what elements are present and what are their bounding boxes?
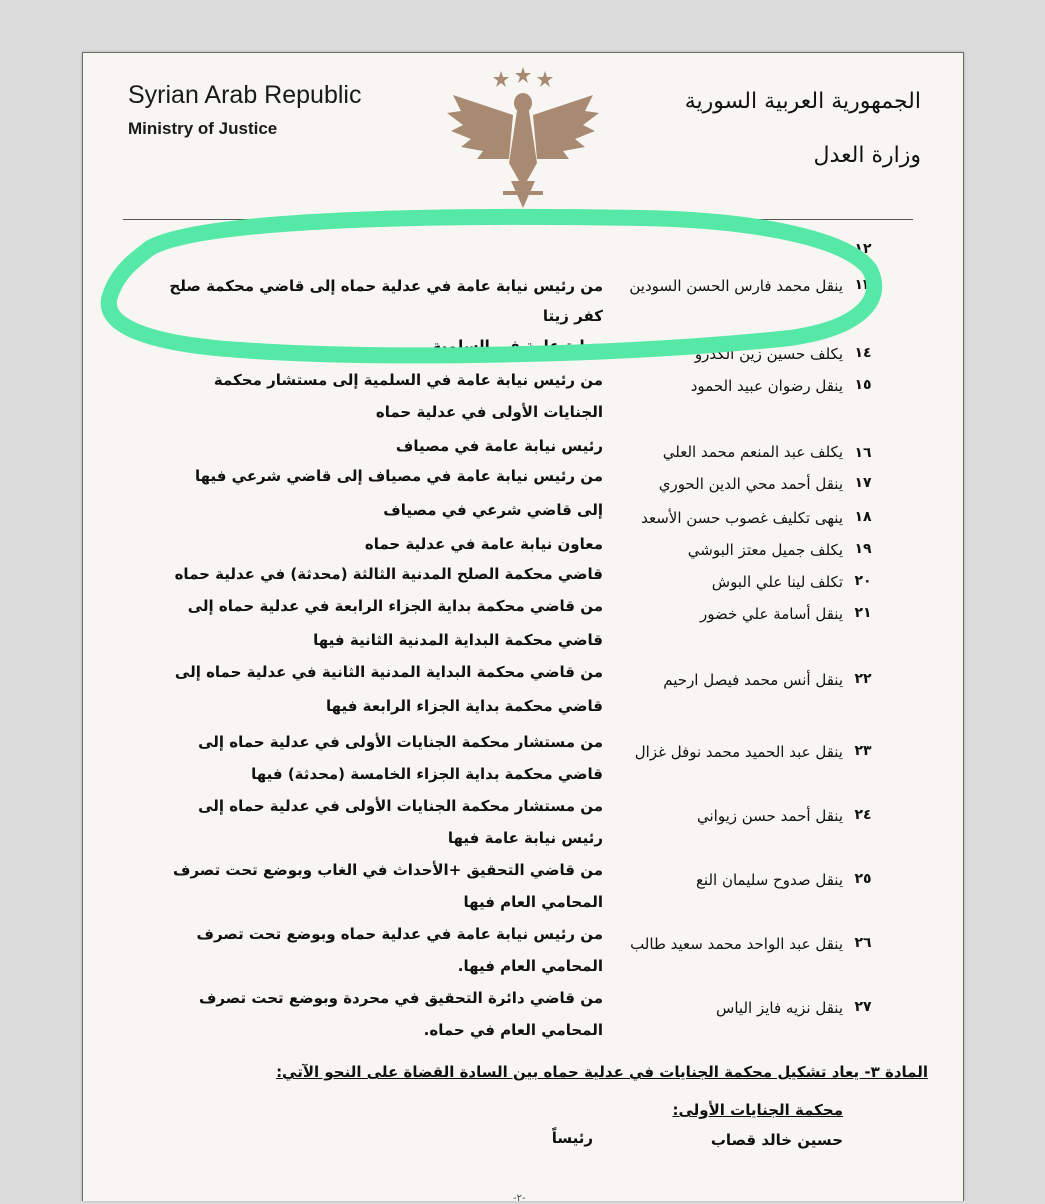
row-number: ١٨ <box>854 509 872 525</box>
row-name: يكلف عبد المنعم محمد العلي <box>662 443 843 461</box>
row-name: ينقل نزيه فايز الياس <box>716 999 843 1017</box>
row-description-cont: رئيس نيابة عامة فيها <box>447 829 603 847</box>
row-description-cont: قاضي محكمة البداية المدنية الثانية فيها <box>313 631 603 649</box>
arabic-title: الجمهورية العربية السورية <box>684 89 921 114</box>
row-name: ينقل عبد الواحد محمد سعيد طالب <box>630 935 843 953</box>
row-number: ٢٢ <box>854 671 872 687</box>
row-description: من رئيس نيابة عامة في مصياف إلى قاضي شرعي فيها <box>194 467 603 485</box>
row-number: ٢٧ <box>854 999 872 1015</box>
row-name: ينقل رضوان عبيد الحمود <box>690 377 843 395</box>
row-name: ينقل عبد الحميد محمد نوفل غزال <box>634 743 843 761</box>
judge-name: حسين خالد قصاب <box>710 1131 843 1149</box>
row-number: ١٤ <box>854 345 872 361</box>
row-description: رئيس نيابة عامة في مصياف <box>395 437 603 455</box>
row-description: من قاضي دائرة التحقيق في محردة وبوضع تحت تصرف <box>198 989 603 1007</box>
row-name: ينقل صدوح سليمان النع <box>695 871 843 889</box>
row-number: ٢٦ <box>854 935 872 951</box>
arabic-subtitle: وزارة العدل <box>813 143 921 168</box>
english-subtitle: Ministry of Justice <box>128 119 278 138</box>
row-number: ١٦ <box>854 445 872 461</box>
row-description: إلى قاضي شرعي في مصياف <box>383 501 603 519</box>
row-description: من قاضي محكمة البداية المدنية الثانية في عدلية حماه إلى <box>174 663 603 681</box>
row-description-cont: المحامي العام فيها <box>463 893 603 911</box>
row-number: ٢٤ <box>854 807 872 823</box>
row-description-cont: المحامي العام في حماه. <box>423 1021 603 1039</box>
eagle-emblem-icon <box>433 63 613 213</box>
row-number: ٢٥ <box>854 871 872 887</box>
row-name: يكلف حسين زين الكدرو <box>694 345 843 363</box>
english-title: Syrian Arab Republic <box>128 81 362 109</box>
row-number: ٢١ <box>854 605 872 621</box>
row-description: من قاضي التحقيق +الأحداث في الغاب وبوضع تحت تصرف <box>173 861 603 879</box>
row-description: بنيابة عامة في السلمية <box>432 337 603 355</box>
article-heading: المادة ٣- يعاد تشكيل محكمة الجنايات في عدلية حماه بين السادة القضاة على النحو الآتي: <box>276 1063 928 1081</box>
row-description: من رئيس نيابة عامة في عدلية حماه وبوضع تحت تصرف <box>196 925 603 943</box>
judge-role: رئيساً <box>551 1129 593 1147</box>
row-description: من رئيس نيابة عامة في عدلية حماه إلى قاضي محكمة صلح <box>169 277 603 295</box>
row-name: ينقل أحمد محي الدين الحوري <box>658 475 843 493</box>
row-number: ٢٣ <box>854 743 872 759</box>
row-description-cont: كفر زيتا <box>542 307 603 325</box>
row-description: من مستشار محكمة الجنايات الأولى في عدلية حماه إلى <box>198 797 603 815</box>
row-number: ١٥ <box>854 377 872 393</box>
row-name: تكلف لينا علي البوش <box>711 573 843 591</box>
row-description-cont: الجنايات الأولى في عدلية حماه <box>375 403 603 421</box>
row-number: ١٢ <box>854 241 872 257</box>
row-description: من مستشار محكمة الجنايات الأولى في عدلية حماه إلى <box>198 733 603 751</box>
row-description: معاون نيابة عامة في عدلية حماه <box>364 535 603 553</box>
row-name: يكلف جميل معتز البوشي <box>687 541 843 559</box>
row-description: قاضي محكمة الصلح المدنية الثالثة (محدثة) في عدلية حماه <box>174 565 603 583</box>
header-divider <box>123 219 913 220</box>
row-description-cont: قاضي محكمة بداية الجزاء الرابعة فيها <box>325 697 603 715</box>
row-name: ينقل أسامة علي خضور <box>699 605 843 623</box>
row-number: ٢٠ <box>854 573 872 589</box>
row-number: ١٧ <box>854 475 872 491</box>
row-description-cont: قاضي محكمة بداية الجزاء الخامسة (محدثة) فيها <box>251 765 603 783</box>
row-number: ١٩ <box>854 541 872 557</box>
page-number: -٢- <box>513 1193 526 1204</box>
row-description: من رئيس نيابة عامة في السلمية إلى مستشار محكمة <box>213 371 603 389</box>
row-description: من قاضي محكمة بداية الجزاء الرابعة في عدلية حماه إلى <box>187 597 603 615</box>
document-page <box>82 52 964 1204</box>
row-name: ينقل أحمد حسن زيواني <box>696 807 843 825</box>
row-name: ينهى تكليف غصوب حسن الأسعد <box>641 509 843 527</box>
row-number: ١٣ <box>854 277 872 293</box>
row-name: ينقل محمد فارس الحسن السودين <box>629 277 843 295</box>
row-description-cont: المحامي العام فيها. <box>457 957 603 975</box>
court-title: محكمة الجنايات الأولى: <box>672 1101 843 1119</box>
row-name: ينقل أنس محمد فيصل ارحيم <box>663 671 843 689</box>
